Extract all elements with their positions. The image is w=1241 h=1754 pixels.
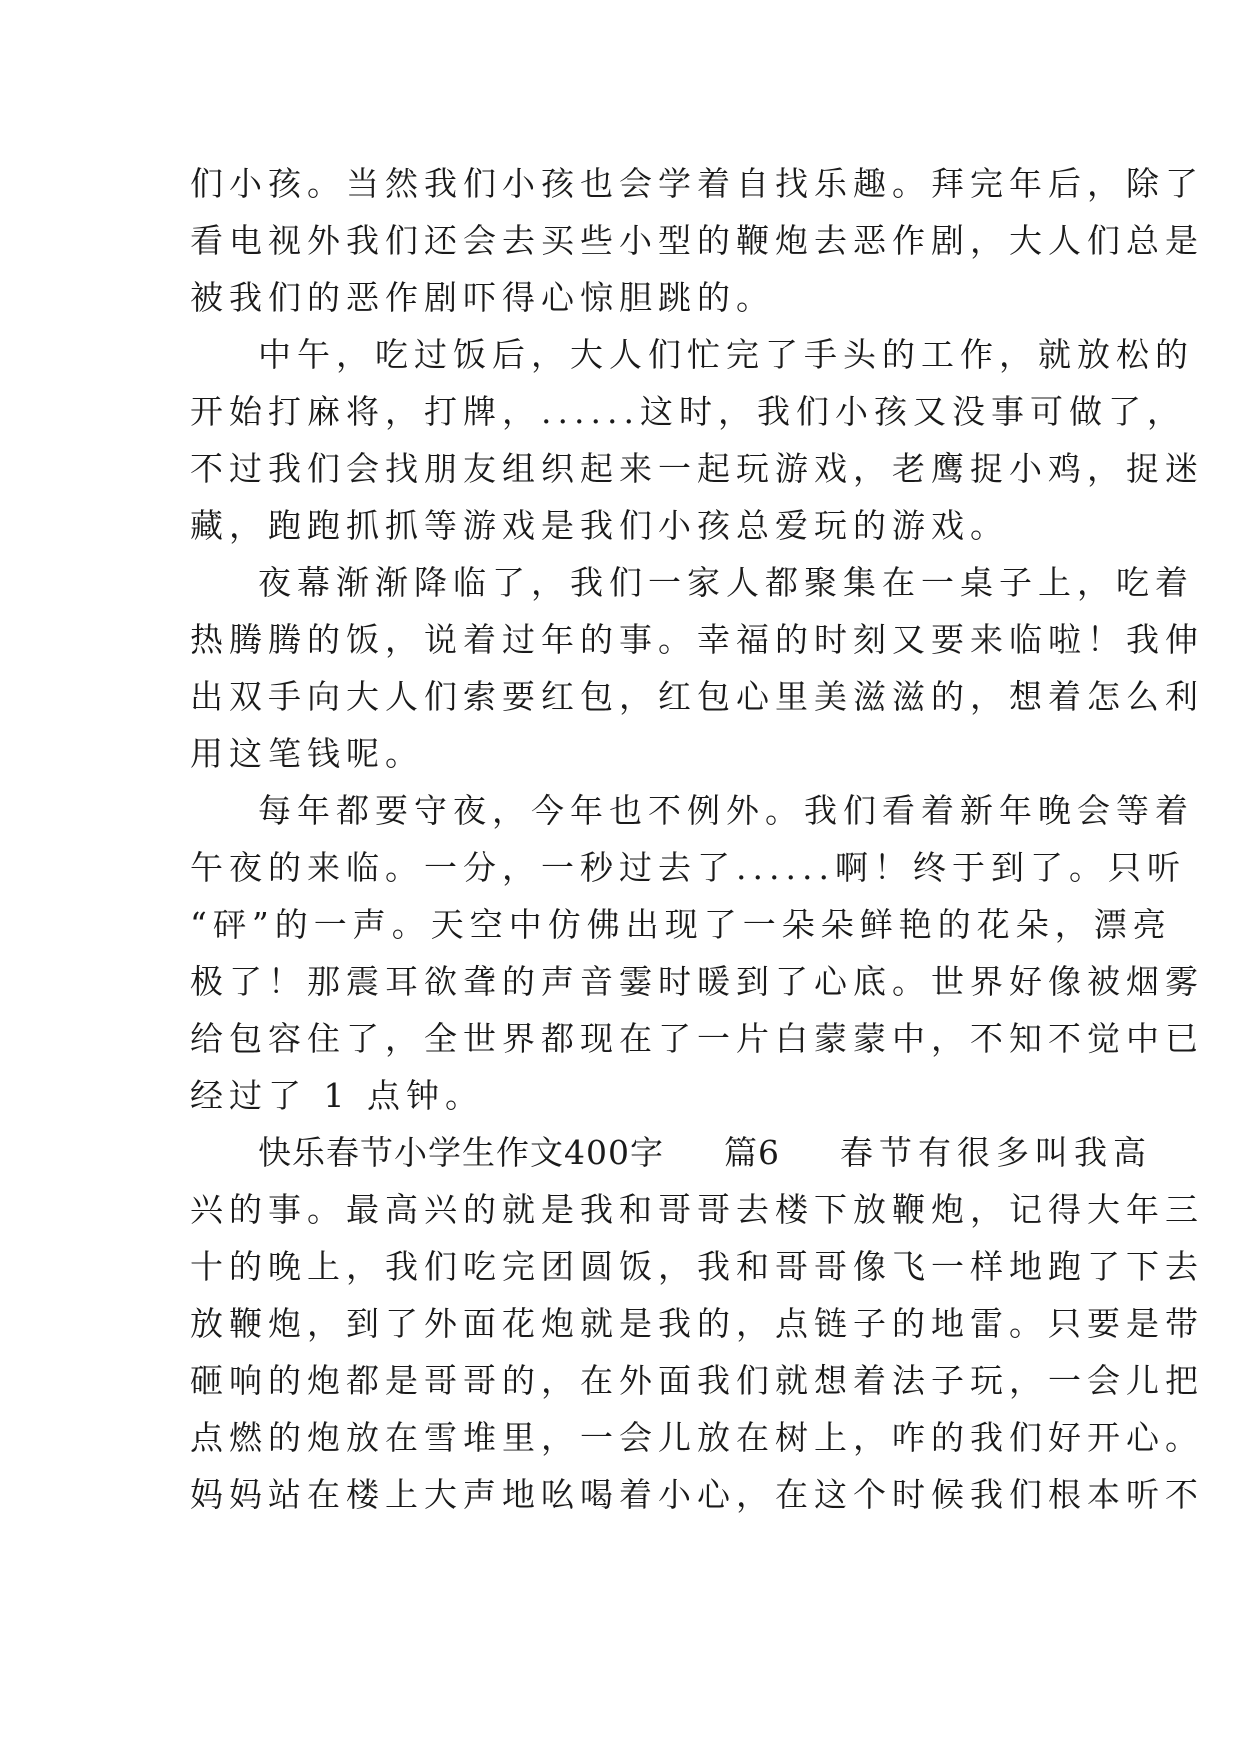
text-line: 不过我们会找朋友组织起来一起玩游戏，老鹰捉小鸡，捉迷 (190, 449, 1204, 488)
essay-heading: 快乐春节小学生作文400字 (258, 1133, 664, 1172)
text-line: 妈妈站在楼上大声地吆喝着小心，在这个时候我们根本听不 (190, 1475, 1204, 1514)
essay-first-line (190, 1124, 1152, 1181)
text-line: 砸响的炮都是哥哥的，在外面我们就想着法子玩，一会儿把 (190, 1361, 1204, 1400)
paragraph-2 (190, 326, 1204, 554)
paragraph-3 (190, 554, 1204, 782)
text-line: 给包容住了，全世界都现在了一片白蒙蒙中，不知不觉中已 (190, 1019, 1204, 1058)
text-line: 兴的事。最高兴的就是我和哥哥去楼下放鞭炮，记得大年三 (190, 1190, 1204, 1229)
paragraph-1 (190, 155, 1204, 326)
text-line: 用这笔钱呢。 (190, 734, 424, 773)
essay-opening-text: 春节有很多叫我高 (840, 1133, 1152, 1172)
text-line: 每年都要守夜，今年也不例外。我们看着新年晚会等着 (258, 791, 1194, 830)
text-line: 中午，吃过饭后，大人们忙完了手头的工作，就放松的 (258, 335, 1194, 374)
essay-number: 篇6 (724, 1133, 780, 1172)
text-line: 藏，跑跑抓抓等游戏是我们小孩总爱玩的游戏。 (190, 506, 1009, 545)
body-text (190, 155, 1204, 1523)
text-line: 被我们的恶作剧吓得心惊胆跳的。 (190, 278, 775, 317)
text-line: 夜幕渐渐降临了，我们一家人都聚集在一桌子上，吃着 (258, 563, 1194, 602)
text-line: 放鞭炮，到了外面花炮就是我的，点链子的地雷。只要是带 (190, 1304, 1204, 1343)
text-line: “砰”的一声。天空中仿佛出现了一朵朵鲜艳的花朵，漂亮 (190, 905, 1172, 944)
text-line: 经过了 1 点钟。 (190, 1076, 484, 1115)
text-line: 出双手向大人们索要红包，红包心里美滋滋的，想着怎么利 (190, 677, 1204, 716)
text-line: 十的晚上，我们吃完团圆饭，我和哥哥像飞一样地跑了下去 (190, 1247, 1204, 1286)
essay-section (190, 1124, 1204, 1523)
paragraph-4 (190, 782, 1204, 1124)
text-line: 们小孩。当然我们小孩也会学着自找乐趣。拜完年后，除了 (190, 164, 1204, 203)
text-line: 极了！那震耳欲聋的声音霎时暖到了心底。世界好像被烟雾 (190, 962, 1204, 1001)
text-line: 点燃的炮放在雪堆里，一会儿放在树上，咋的我们好开心。 (190, 1418, 1204, 1457)
text-line: 看电视外我们还会去买些小型的鞭炮去恶作剧，大人们总是 (190, 221, 1204, 260)
text-line: 开始打麻将，打牌，......这时，我们小孩又没事可做了， (190, 392, 1186, 431)
text-line: 午夜的来临。一分，一秒过去了......啊！终于到了。只听 (190, 848, 1186, 887)
text-line: 热腾腾的饭，说着过年的事。幸福的时刻又要来临啦！我伸 (190, 620, 1204, 659)
